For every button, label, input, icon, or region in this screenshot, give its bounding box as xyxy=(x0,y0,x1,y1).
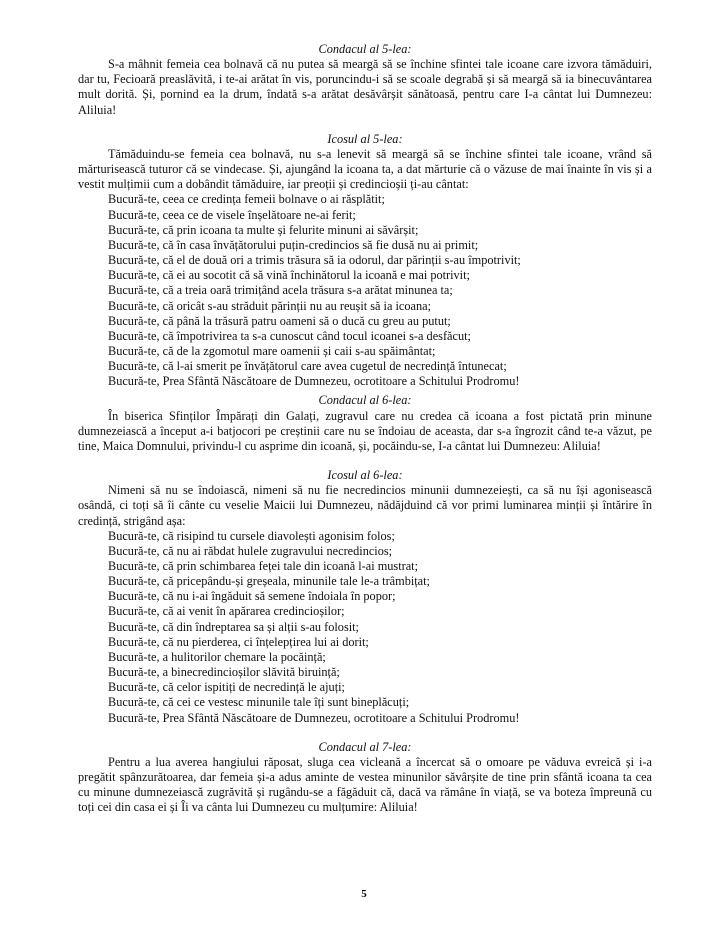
salutation-list xyxy=(78,529,652,726)
salutation-line: Bucură-te, că prin schimbarea feței tale din icoană l-ai mustrat; xyxy=(108,559,419,573)
section-heading: Icosul al 6-lea: xyxy=(327,468,403,483)
salutation-line: Bucură-te, că a treia oară trimițând acela trăsura s-a arătat minunea ta; xyxy=(108,283,453,298)
section-paragraph: S-a mâhnit femeia cea bolnavă că nu putea să meargă să se închine sfintei tale icoane care izvora tămăduiri, dar tu, Fecioară preaslăvită, i te-ai arătat în vis, poruncindu-i să se scoale degrabă și să meargă să ia binecuvântarea mult dorită. Și, pornind ea la drum, îndată s-a arătat desăvârșit sănătoasă, pentru care I-a cântat lui Dumnezeu: Aliluia! xyxy=(78,57,652,117)
salutation-line: Bucură-te, că celor ispitiți de necredință le ajuți; xyxy=(108,680,345,695)
salutation-line: Bucură-te, că până la trăsură patru oameni să o ducă cu greu au putut; xyxy=(108,313,451,328)
salutation-line: Bucură-te, că oricât s-au străduit părinții nu au reușit să ia icoana; xyxy=(108,298,432,313)
salutation-line: Bucură-te, a hulitorilor chemare la pocăință; xyxy=(108,649,326,664)
section-heading: Icosul al 5-lea: xyxy=(327,131,403,146)
salutation-line: Bucură-te, că nu pierderea, ci înțelepțirea lui ai dorit; xyxy=(108,634,369,649)
salutation-line: Bucură-te, că ei au socotit că să vină închinătorul la icoană e mai potrivit; xyxy=(108,268,470,283)
salutation-list xyxy=(78,192,652,389)
salutation-line: Bucură-te, că prin icoana ta multe și felurite minuni ai săvârșit; xyxy=(108,222,419,237)
salutation-line: Bucură-te, că din îndreptarea sa și alții s-au folosit; xyxy=(108,619,359,634)
salutation-line: Bucură-te, ceea ce de visele înșelătoare ne-ai ferit; xyxy=(108,207,356,222)
page-number: 5 xyxy=(361,888,367,900)
salutation-line: Bucură-te, că l-ai smerit pe învățătorul care avea cugetul de necredință întunecat; xyxy=(108,359,507,374)
section-condac-5 xyxy=(78,42,652,118)
salutation-line: Bucură-te, ceea ce credința femeii bolnave o ai răsplătit; xyxy=(108,192,385,207)
section-heading: Condacul al 6-lea: xyxy=(318,393,412,408)
section-condac-6 xyxy=(78,393,652,454)
salutation-line: Bucură-te, că nu ai răbdat hulele zugravului necredincios; xyxy=(108,543,393,558)
salutation-line: Bucură-te, Prea Sfântă Născătoare de Dumnezeu, ocrotitoare a Schitului Prodromu! xyxy=(108,710,520,725)
section-paragraph: Tămăduindu-se femeia cea bolnavă, nu s-a lenevit să meargă să se închine sfintei tale icoane, vrând să mărturisească tuturor că se vindecase. Și, ajungând la icoana ta, a dat mărturie că o văzuse de mai înainte în vis și a vestit mulțimii cum a dobândit tămăduire, iar preoții și credincioșii ți-au cântat: xyxy=(78,146,652,192)
salutation-line: Bucură-te, Prea Sfântă Născătoare de Dumnezeu, ocrotitoare a Schitului Prodromu! xyxy=(108,374,520,389)
salutation-line: Bucură-te, că el de două ori a trimis trăsura să ia odorul, dar părinții s-au împotrivit; xyxy=(108,253,521,268)
salutation-line: Bucură-te, că de la zgomotul mare oamenii și caii s-au spăimântat; xyxy=(108,343,436,358)
section-condac-7 xyxy=(78,740,652,816)
salutation-line: Bucură-te, că împotrivirea ta s-a cunoscut când tocul icoanei s-a desfăcut; xyxy=(108,328,471,343)
section-heading: Condacul al 7-lea: xyxy=(318,739,412,754)
section-paragraph: În biserica Sfinților Împărați din Galați, zugravul care nu credea că icoana a fost pictată prin minune dumnezeiască a început a-i batjocori pe creștinii care nu se îndoiau de aceasta, dar s-a îngrozit când te-a văzut, pe tine, Maica Domnului, privindu-l cu asprime din icoană, și, pocăindu-se, I-a cântat lui Dumnezeu: Aliluia! xyxy=(78,408,652,453)
section-paragraph: Nimeni să nu se îndoiască, nimeni să nu fie necredincios minunii dumnezeiești, ca să nu își agonisească osândă, ci toți să îi cânte cu veselie Maicii lui Dumnezeu, nădăjduind că vor primi luminarea minții și întărire în credință, strigând așa: xyxy=(78,483,652,528)
section-paragraph: Pentru a lua averea hangiului răposat, sluga cea vicleană a încercat să o omoare pe văduva evreică și i-a pregătit spânzurătoarea, dar femeia și-a adus aminte de vestea minunilor săvârșite de tine prin sfântă icoana ta cea cu minune dumnezeiască zugrăvită și rugându-se a făgăduit că, dacă va rămâne în viață, se va boteza împreună cu toți cei din casa ei și Îi va cânta lui Dumnezeu cu mulțumire: Aliluia! xyxy=(78,754,652,815)
section-icos-6 xyxy=(78,468,652,726)
salutation-line: Bucură-te, că cei ce vestesc minunile tale îți sunt bineplăcuți; xyxy=(108,695,410,710)
salutation-line: Bucură-te, că risipind tu cursele diavolești agonisim folos; xyxy=(108,528,395,543)
salutation-line: Bucură-te, că în casa învățătorului puțin-credincios să fie dusă nu ai primit; xyxy=(108,237,479,252)
document-page xyxy=(78,42,652,816)
salutation-line: Bucură-te, a binecredincioșilor slăvită biruință; xyxy=(108,665,340,680)
section-heading: Condacul al 5-lea: xyxy=(318,42,412,56)
salutation-line: Bucură-te, că pricepându-și greșeala, minunile tale le-a trâmbițat; xyxy=(108,574,430,589)
salutation-line: Bucură-te, că nu i-ai îngăduit să semene îndoiala în popor; xyxy=(108,589,396,604)
section-icos-5 xyxy=(78,132,652,390)
salutation-line: Bucură-te, că ai venit în apărarea credincioșilor; xyxy=(108,604,345,619)
